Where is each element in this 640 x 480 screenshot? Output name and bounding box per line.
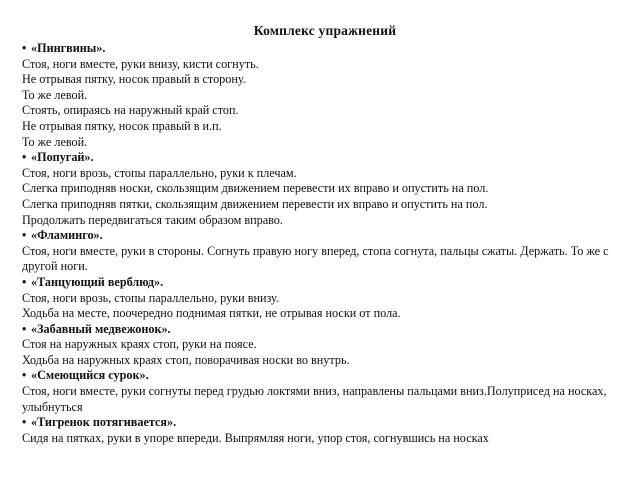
exercise-section — [22, 228, 628, 275]
bullet-icon: • — [22, 321, 27, 336]
bullet-icon: • — [22, 41, 27, 55]
exercise-title: «Танцующий верблюд». — [31, 274, 164, 289]
exercise-step: Стоя на наружных краях стоп, руки на поясе. — [22, 337, 257, 352]
exercise-title: «Попугай». — [31, 150, 94, 165]
bullet-icon: • — [22, 368, 27, 383]
exercise-step: Стоя, ноги вместе, руки внизу, кисти согнуть. — [22, 56, 259, 71]
exercise-step: Ходьба на месте, поочередно поднимая пятки, не отрывая носки от пола. — [22, 306, 401, 321]
exercise-step: Продолжать передвигаться таким образом вправо. — [22, 212, 283, 227]
exercise-step: Стоять, опираясь на наружный край стоп. — [22, 103, 239, 118]
exercise-heading — [22, 41, 628, 57]
bullet-icon: • — [22, 274, 27, 289]
exercise-title: «Тигренок потягивается». — [31, 415, 177, 430]
exercise-step: Стоя, ноги вместе, руки в стороны. Согнуть правую ногу вперед, стопа согнута, пальцы сжаты. Держать. То же с другой ноги. — [22, 243, 609, 274]
exercise-section — [22, 368, 628, 415]
exercise-step: Сидя на пятках, руки в упоре впереди. Выпрямляя ноги, упор стоя, согнувшись на носках — [22, 430, 489, 445]
exercise-heading — [22, 368, 628, 384]
exercise-section — [22, 150, 628, 228]
exercise-section — [22, 415, 628, 446]
exercise-heading — [22, 322, 628, 338]
exercise-section — [22, 275, 628, 322]
exercise-heading — [22, 228, 628, 244]
exercise-step: Слегка приподняв носки, скользящим движением перевести их вправо и опустить на пол. — [22, 181, 489, 196]
exercise-step: То же левой. — [22, 134, 88, 149]
exercise-title: «Фламинго». — [31, 228, 103, 243]
exercise-step: Стоя, ноги врозь, стопы параллельно, руки к плечам. — [22, 165, 297, 180]
exercise-section — [22, 41, 628, 150]
exercise-step: Ходьба на наружных краях стоп, поворачивая носки во внутрь. — [22, 352, 350, 367]
bullet-icon: • — [22, 228, 27, 243]
exercise-step: Слегка приподняв пятки, скользящим движением перевести их вправо и опустить на пол. — [22, 196, 488, 211]
exercise-step: Стоя, ноги вместе, руки согнуты перед грудью локтями вниз, направлены пальцами вниз.Полуприсед на носках, улыбнуться — [22, 384, 607, 414]
exercise-section — [22, 322, 628, 369]
page-title: Комплекс упражнений — [253, 23, 397, 38]
bullet-icon: • — [22, 150, 27, 165]
exercise-heading — [22, 275, 628, 291]
exercise-heading — [22, 415, 628, 431]
exercise-title: «Смеющийся сурок». — [31, 368, 149, 383]
exercise-heading — [22, 150, 628, 166]
exercise-step: То же левой. — [22, 87, 88, 102]
exercise-title: «Пингвины». — [31, 41, 106, 55]
exercise-title: «Забавный медвежонок». — [31, 321, 171, 336]
exercise-step: Не отрывая пятку, носок правый в сторону. — [22, 72, 246, 87]
exercise-step: Стоя, ноги врозь, стопы параллельно, руки внизу. — [22, 290, 279, 305]
exercise-step: Не отрывая пятку, носок правый в и.п. — [22, 118, 222, 133]
bullet-icon: • — [22, 415, 27, 430]
document-page — [22, 22, 628, 446]
